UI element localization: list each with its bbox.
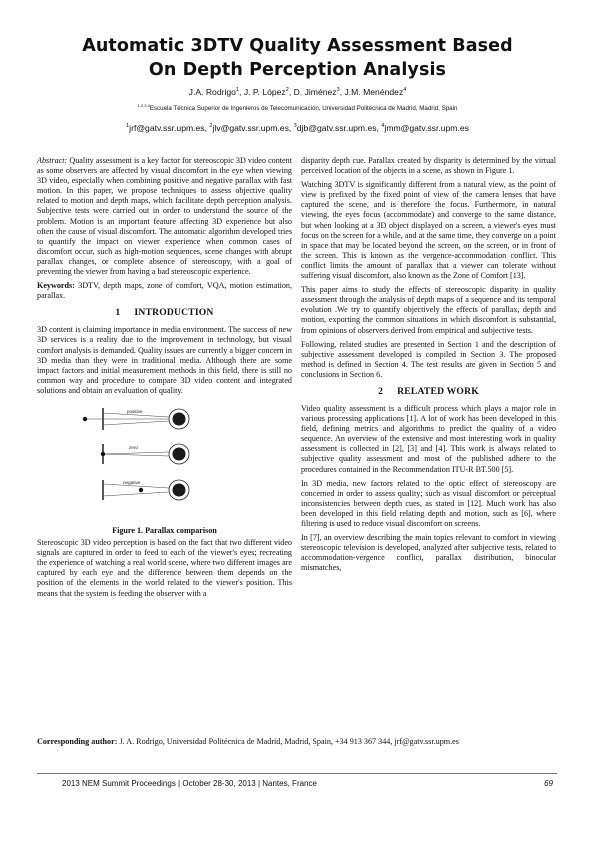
keywords-text: 3DTV, depth maps, zone of comfort, VQA, motion estimation, parallax. [37,281,292,301]
corresponding-label: Corresponding author: [37,737,118,746]
paragraph: In 3D media, new factors related to the optic effect of stereoscopy are concerned in order to assess quality; such as visual discomfort or perceptual inconsistencies between depth cues, as stated in [12]. Much work has also been developed in this field relating depth and motion, such as [6], where filtering is used to reduce visual discomfort on screens. [301,478,556,528]
keywords [37,281,292,301]
object-point [101,452,105,456]
paragraph: In [7], an overview describing the main topics relevant to comfort in viewing stereoscopic television is developed, analyzed after subjective tests, related to accommodation-vergence conflict, parallax distribution, binocular mismatches, [301,533,556,573]
label-negative: negative [123,479,141,485]
paragraph: Stereoscopic 3D video perception is based on the fact that two different video signals are captured in order to feed to each of the viewer's eyes; recreating the experience of watching a real world scene, where two different images are captured by each eye and the difference between them depends on the position of the elements in the world related to the viewer's position. This means that the system is feeding the observer with a [37,538,292,598]
right-column [301,156,556,577]
corresponding-text: J. A. Rodrigo, Universidad Politécnica de Madrid, Madrid, Spain, +34 913 367 344, jrf@gatv.ssr.upm.es [119,737,459,746]
paragraph: Following, related studies are presented in Section 1 and the description of subjective assessment developed is compiled in Section 3. The proposed method is defined in Section 4. The test results are given in Section 5 and conclusions in Section 6. [301,339,556,379]
email-link[interactable]: djb@gatv.ssr.upm.es [296,123,377,133]
corresponding-author [37,737,557,748]
parallax-diagram [37,400,292,524]
paragraph: disparity depth cue. Parallax created by disparity is determined by the virtual perceived location of the objects in a scene, as shown in Figure 1. [301,156,556,176]
email-sup: 2 [209,123,213,130]
sight-line [103,421,169,425]
left-column [37,156,292,603]
email-link[interactable]: jmm@gatv.ssr.upm.es [384,123,469,133]
sight-line [103,452,169,454]
email-link[interactable]: jrf@gatv.ssr.upm.es [129,123,205,133]
title-line-1: Automatic 3DTV Quality Assessment Based [82,36,513,56]
email-sup: 1 [126,123,130,130]
label-positive: positive [127,408,143,414]
affiliation-sup: 1,2,3,4 [137,102,150,108]
author-sup: 1 [235,87,240,94]
eye-pupil-icon [173,483,186,496]
page-number: 69 [544,779,553,788]
abstract [37,156,292,277]
affiliation [30,104,565,113]
affiliation-text: Escuela Técnica Superior de Ingenieros de Telecomunicación, Universidad Politécnica de Madrid, Madrid, Spain [149,105,458,112]
keywords-label: Keywords: [37,281,75,291]
author-name: J.M. Menéndez [344,87,404,97]
section-heading-introduction [37,307,292,319]
email-list: $^1$jrf@gatv.ssr.upm.es, $^2$jlv@gatv.ssr.upm.es, $^3$djb@gatv.ssr.upm.es, $^4$jmm@gatv.ssr.upm.es [126,123,469,133]
email-sup: 3 [293,123,297,130]
object-point [139,488,143,492]
paragraph: Video quality assessment is a difficult process which plays a major role in various processing applications [1]. A lot of work has been developed in this field, defining metrics and algorithms to predict the quality of a video sequence. An overview of the extensive and most interesting work in quality assessment is collected in [2], [3] and [4]. This work is always related to subjective quality assessment and most of the published adhere to the procedures contained in the Recommendation ITU-R BT.500 [5]. [301,403,556,474]
figure-parallax [37,400,292,524]
author-sup: 3 [336,87,340,94]
author-name: J.A. Rodrigo [188,87,236,97]
section-number: 1 [115,307,121,319]
footer-conference: 2013 NEM Summit Proceedings | October 28-30, 2013 | Nantes, France [62,779,317,788]
author-sup: 4 [403,87,407,94]
abstract-text: Quality assessment is a key factor for stereoscopic 3D video content as some observers are affected by visual discomfort in the eye when viewing 3D video, especially when combining positive and negative parallax with fast motion. In this paper, we propose techniques to assess objective quality related to motion and depth maps, which facilitate depth perception analysis. Subjective tests were carried out in order to understand the source of the problem. Motion is an important feature affecting 3D experience but also often the cause of visual discomfort. The automatic algorithm developed tries to quantify the impact on viewer experience when common cases of discomfort occur, such as high-motion sequences, scene changes with abrupt parallax changes, or complete absence of stereoscopy, with a goal of preventing the viewer from having a bad stereoscopic experience. [37,156,292,277]
author-sup: 2 [285,87,289,94]
figure-caption: Figure 1. Parallax comparison [112,525,217,535]
paragraph: Watching 3DTV is significantly different from a natural view, as the point of view is prefixed by the fixed point of view of the camera lenses that have captured the scene, and is therefore the focus. Furthermore, in natural viewing, the eyes focus (accommodate) and converge to the same distance, but when looking at a 3D object displayed on a screen, a viewer's eyes must focus on the screen for a while, and at the same time, they converge on a point in space that may be located beyond the screen, on the screen, or in front of the screen. This is known as the vergence-accommodation conflict. This conflict limits the amount of parallax that a viewer can tolerate without suffering visual discomfort, also known as the Zone of Comfort [13]. [301,180,556,281]
object-point [83,417,87,421]
author-name: D. Jiménez [293,87,337,97]
section-title: RELATED WORK [397,385,479,397]
abstract-label: Abstract: [37,156,68,165]
sight-line [103,492,169,496]
paragraph: This paper aims to study the effects of stereoscopic disparity in quality assessment through the analysis of depth maps of a sequence and its temporal evolution .We try to quantify objectively the effects of parallax, depth and motion, exporting the common situations in which discomfort is substantial, from opinions of observers derived from empirical and subjective tests. [301,285,556,335]
label-zero: zero [129,444,138,450]
section-number: 2 [378,385,384,397]
title-line-2: On Depth Perception Analysis [148,60,447,80]
sight-line [103,454,169,456]
footer-divider [37,773,557,774]
author-name: J. P. López [243,87,286,97]
eye-pupil-icon [173,447,186,460]
section-title: INTRODUCTION [134,307,214,319]
author-list: J.A. Rodrigo$^1$, J. P. López$^2$, D. Jiménez$^3$, J.M. Menéndez$^4$ [188,87,407,97]
email-link[interactable]: jlv@gatv.ssr.upm.es [212,123,289,133]
email-sup: 4 [381,123,385,130]
paper-title [30,34,565,82]
paragraph: 3D content is claiming importance in media environment. The success of new 3D services is a reality due to the improvement in technology, but visual comfort analysis is demanded. Quality issues are currently a bigger concern in 3D media than they were in traditional media. Although there are some impact factors and initial measurement methods in this field, there is still no common way and procedure to compare 3D video content and integrated solutions and obtain an evaluation of quality. [37,325,292,395]
section-heading-related-work [301,386,556,398]
eye-pupil-icon [173,412,186,425]
